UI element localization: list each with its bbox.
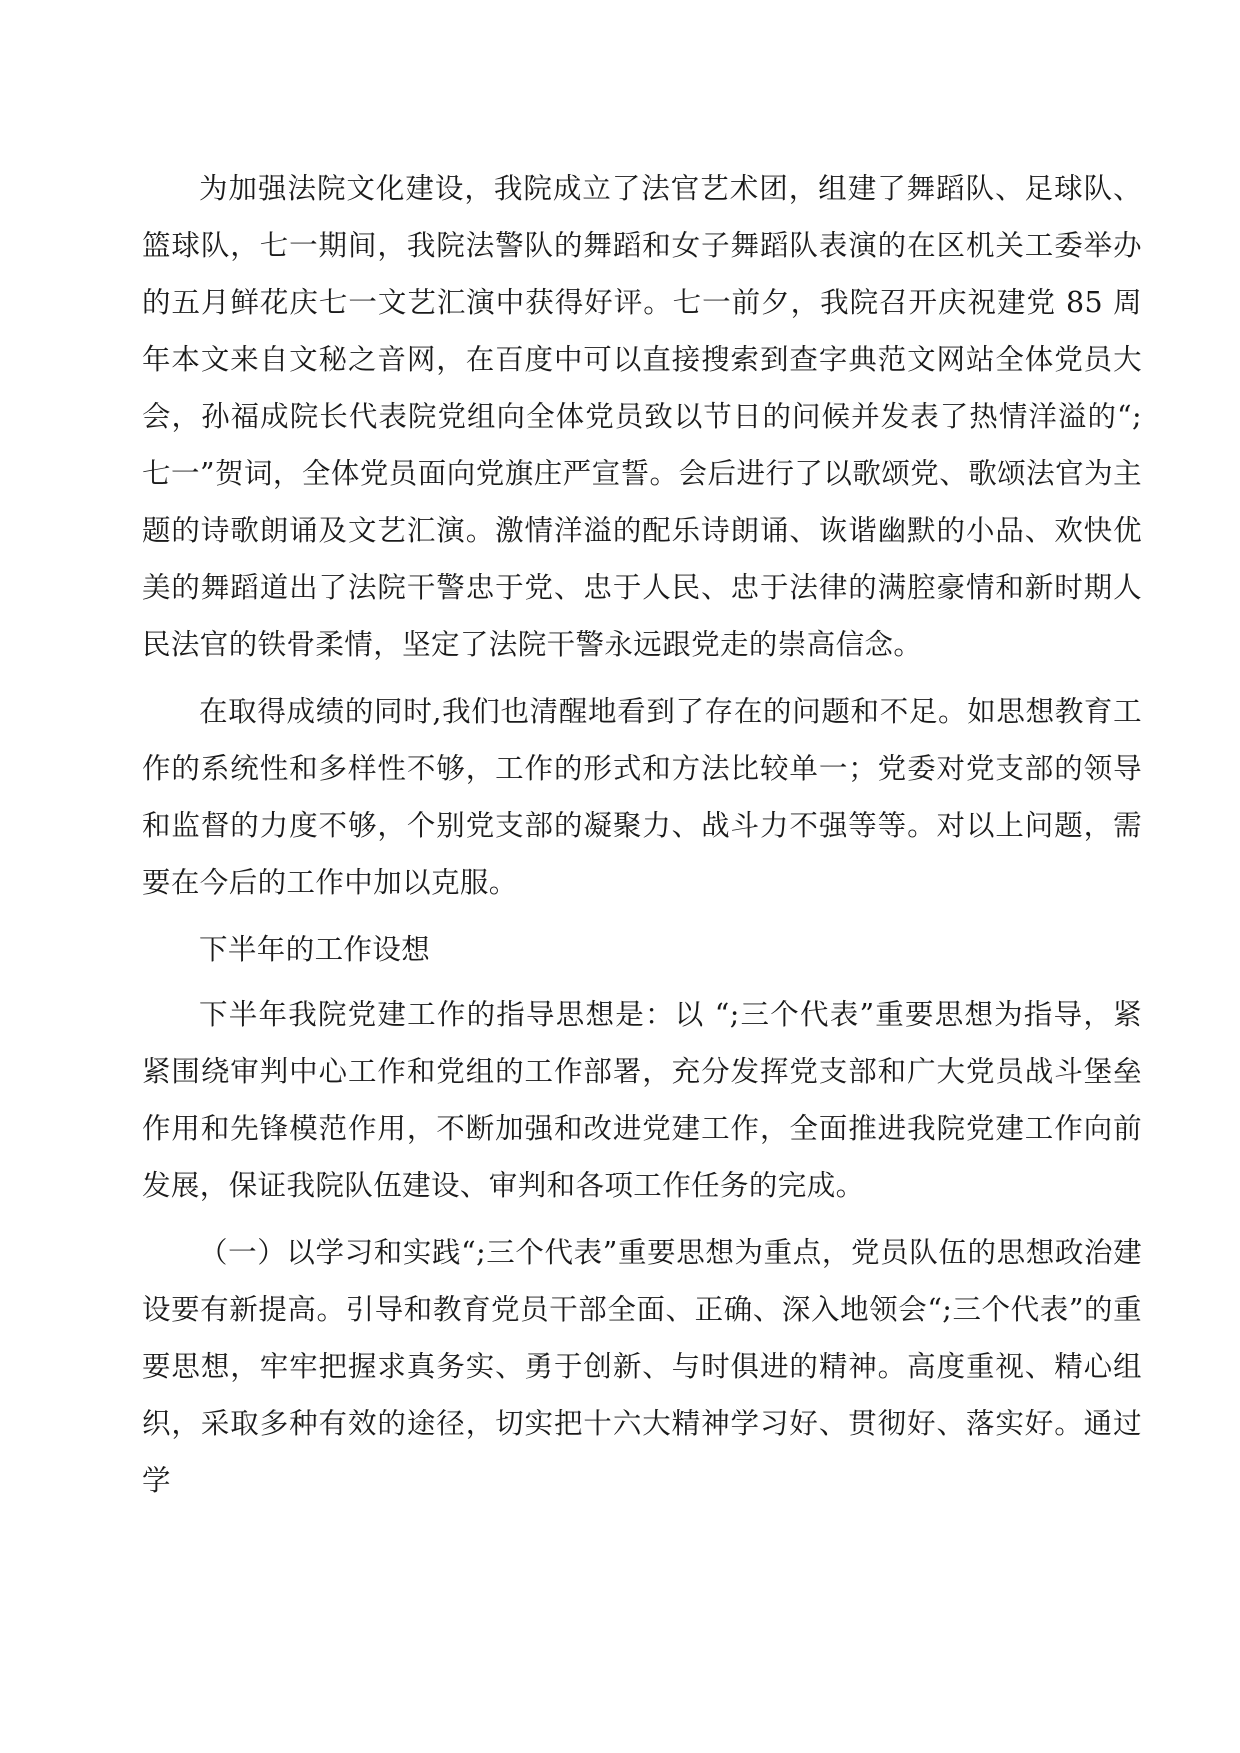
paragraph-guiding-ideology: 下半年我院党建工作的指导思想是：以 “;三个代表”重要思想为指导，紧紧围绕审判中心工作和党组的工作部署，充分发挥党支部和广大党员战斗堡垒作用和先锋模范作用，不断加强和改进党建工作，全面推进我院党建工作向前发展，保证我院队伍建设、审判和各项工作任务的完成。 [142, 998, 1142, 1202]
paragraph-item-one: （一）以学习和实践“;三个代表”重要思想为重点，党员队伍的思想政治建设要有新提高。引导和教育党员干部全面、正确、深入地领会“;三个代表”的重要思想，牢牢把握求真务实、勇于创新、与时俱进的精神。高度重视、精心组织，采取多种有效的途径，切实把十六大精神学习好、贯彻好、落实好。通过学 [142, 1236, 1142, 1497]
paragraph-problems: 在取得成绩的同时,我们也清醒地看到了存在的问题和不足。如思想教育工作的系统性和多样性不够，工作的形式和方法比较单一；党委对党支部的领导和监督的力度不够，个别党支部的凝聚力、战斗力不强等等。对以上问题，需要在今后的工作中加以克服。 [142, 695, 1142, 899]
section-heading: 下半年的工作设想 [199, 933, 431, 966]
paragraph-culture-building: 为加强法院文化建设，我院成立了法官艺术团，组建了舞蹈队、足球队、篮球队，七一期间，我院法警队的舞蹈和女子舞蹈队表演的在区机关工委举办的五月鲜花庆七一文艺汇演中获得好评。七一前夕，我院召开庆祝建党 85 周年本文来自文秘之音网，在百度中可以直接搜索到查字典范文网站全体党员大会，孙福成院长代表院党组向全体党员致以节日的问候并发表了热情洋溢的“;七一”贺词，全体党员面向党旗庄严宣誓。会后进行了以歌颂党、歌颂法官为主题的诗歌朗诵及文艺汇演。激情洋溢的配乐诗朗诵、诙谐幽默的小品、欢快优美的舞蹈道出了法院干警忠于党、忠于人民、忠于法律的满腔豪情和新时期人民法官的铁骨柔情，坚定了法院干警永远跟党走的崇高信念。 [142, 172, 1142, 661]
document-body [142, 160, 1142, 1519]
